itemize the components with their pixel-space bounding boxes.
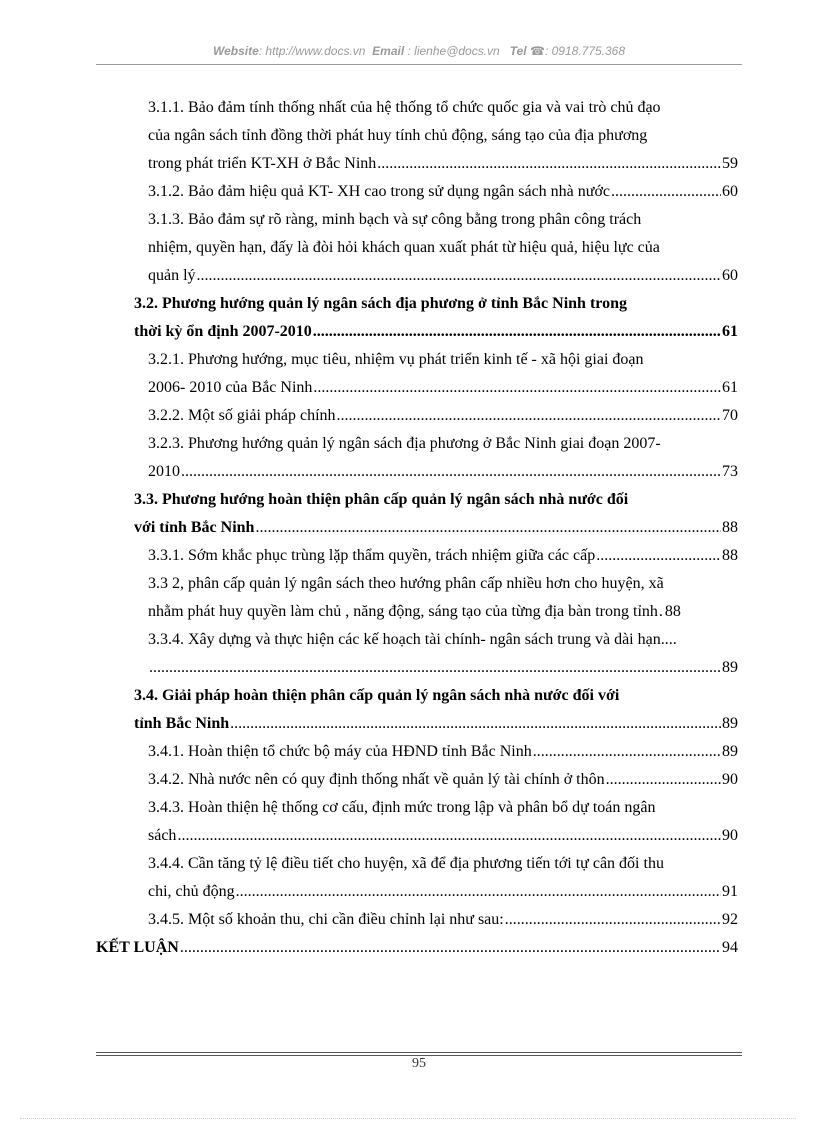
toc-page-number: 94: [722, 939, 738, 956]
tel-value: : 0918.775.368: [544, 44, 626, 58]
toc-entry-text: 3.4.2. Nhà nước nên có quy định thống nhất về quản lý tài chính ở thôn: [148, 771, 605, 788]
footer-divider-top: [96, 1052, 742, 1053]
toc-page-number: 88: [722, 519, 738, 536]
dot-leader: [177, 822, 721, 850]
toc-page-number: 92: [722, 911, 738, 928]
dot-leader: [377, 150, 721, 178]
dot-leader: [230, 710, 721, 738]
dot-leader: [611, 178, 721, 206]
toc-entry-text: quản lý: [148, 267, 196, 284]
dot-leader: [659, 598, 664, 626]
email-value[interactable]: : lienhe@docs.vn: [407, 44, 500, 58]
toc-entry-text: 3.3.1. Sớm khắc phục trùng lặp thẩm quyền, trách nhiệm giữa các cấp: [148, 547, 596, 564]
dot-leader: [313, 374, 721, 402]
website-value[interactable]: : http://www.docs.vn: [258, 44, 366, 58]
toc-page-number: 60: [722, 267, 738, 284]
toc-page-number: 70: [722, 407, 738, 424]
toc-entry-3-3-1[interactable]: [148, 542, 738, 570]
toc-section-3-4[interactable]: [134, 710, 738, 738]
dot-leader: [181, 458, 721, 486]
toc-page-number: 88: [664, 603, 681, 620]
dot-leader: [149, 654, 721, 682]
toc-entry-text: 3.1.2. Bảo đảm hiệu quả KT- XH cao trong sử dụng ngân sách nhà nước: [148, 183, 611, 200]
dot-leader: [596, 542, 721, 570]
page-edge: [20, 1118, 796, 1119]
toc-page-number: 61: [722, 323, 738, 340]
page-number: 95: [412, 1056, 426, 1071]
toc-entry-3-3-2[interactable]: [148, 598, 738, 626]
toc-entry-3-4-3-line1: 3.4.3. Hoàn thiện hệ thống cơ cấu, định mức trong lập và phân bổ dự toán ngân: [148, 799, 656, 816]
toc-page-number: 89: [722, 743, 738, 760]
toc-page-number: 59: [722, 155, 738, 172]
toc-entry-3-1-2[interactable]: [148, 178, 738, 206]
toc-entry-text: tỉnh Bắc Ninh: [134, 715, 230, 732]
dot-leader: [533, 738, 721, 766]
toc-entry-3-4-4[interactable]: [148, 878, 738, 906]
dot-leader: [606, 766, 721, 794]
toc-page-number: 91: [722, 883, 738, 900]
dot-leader: [180, 934, 721, 962]
toc-entry-text: 2010: [148, 463, 180, 480]
toc-section-3-4-line1: 3.4. Giải pháp hoàn thiện phân cấp quản lý ngân sách nhà nước đối với: [134, 687, 620, 704]
toc-entry-conclusion[interactable]: [96, 934, 738, 962]
toc-entry-text: sách: [148, 827, 177, 844]
toc-page-number: 89: [722, 659, 738, 676]
toc-entry-3-4-5[interactable]: [148, 906, 738, 934]
dot-leader: [236, 878, 721, 906]
toc-entry-3-2-1-line1: 3.2.1. Phương hướng, mục tiêu, nhiệm vụ phát triển kinh tế - xã hội giai đoạn: [148, 351, 644, 368]
toc-entry-3-3-4[interactable]: [148, 654, 738, 682]
toc-page-number: 61: [722, 379, 738, 396]
toc-entry-3-4-2[interactable]: [148, 766, 738, 794]
toc-entry-3-1-3[interactable]: [148, 262, 738, 290]
toc-entry-text: 2006- 2010 của Bắc Ninh: [148, 379, 313, 396]
toc-entry-text: trong phát triển KT-XH ở Bắc Ninh: [148, 155, 377, 172]
toc-entry-3-4-4-line1: 3.4.4. Cần tăng tỷ lệ điều tiết cho huyện, xã để địa phương tiến tới tự cân đối thu: [148, 855, 664, 872]
toc-page-number: 88: [722, 547, 738, 564]
website-label: Website: [212, 44, 259, 58]
toc-section-3-2[interactable]: [134, 318, 738, 346]
dot-leader: [255, 514, 721, 542]
toc-entry-text: 3.4.5. Một số khoản thu, chi cần điều chỉnh lại như sau:: [148, 911, 504, 928]
toc-entry-text: thời kỳ ổn định 2007-2010: [134, 323, 312, 340]
toc-section-3-3-line1: 3.3. Phương hướng hoàn thiện phân cấp quản lý ngân sách nhà nước đối: [134, 491, 629, 508]
phone-icon: ☎: [530, 44, 545, 58]
toc-entry-3-2-3[interactable]: [148, 458, 738, 486]
toc-entry-3-3-4-line1: 3.3.4. Xây dựng và thực hiện các kế hoạch tài chính- ngân sách trung và dài hạn....: [148, 631, 677, 648]
toc-section-3-2-line1: 3.2. Phương hướng quản lý ngân sách địa phương ở tỉnh Bắc Ninh trong: [134, 295, 627, 312]
toc-entry-text: nhằm phát huy quyền làm chủ , năng động, sáng tạo của từng địa bàn trong tỉnh: [148, 603, 658, 620]
toc-entry-text: với tỉnh Bắc Ninh: [134, 519, 255, 536]
dot-leader: [505, 906, 721, 934]
toc-entry-3-1-3-line1: 3.1.3. Bảo đảm sự rõ ràng, minh bạch và sự công bằng trong phân công trách: [148, 211, 642, 228]
dot-leader: [197, 262, 721, 290]
tel-label: Tel: [509, 44, 527, 58]
toc-page-number: 90: [722, 827, 738, 844]
toc-entry-text: 3.4.1. Hoàn thiện tổ chức bộ máy của HĐND tỉnh Bắc Ninh: [148, 743, 532, 760]
document-header: [96, 44, 742, 58]
toc-entry-text: chi, chủ động: [148, 883, 235, 900]
dot-leader: [313, 318, 721, 346]
toc-entry-3-1-1-line1: 3.1.1. Bảo đảm tính thống nhất của hệ thống tổ chức quốc gia và vai trò chủ đạo: [148, 99, 661, 116]
toc-entry-3-3-2-line1: 3.3 2, phân cấp quản lý ngân sách theo hướng phân cấp nhiều hơn cho huyện, xã: [148, 575, 664, 592]
toc-entry-3-4-3[interactable]: [148, 822, 738, 850]
toc-entry-text: 3.2.2. Một số giải pháp chính: [148, 407, 336, 424]
toc-section-3-3[interactable]: [134, 514, 738, 542]
toc-entry-3-2-3-line1: 3.2.3. Phương hướng quản lý ngân sách địa phương ở Bắc Ninh giai đoạn 2007-: [148, 435, 661, 452]
toc-entry-3-2-2[interactable]: [148, 402, 738, 430]
toc-entry-3-2-1[interactable]: [148, 374, 738, 402]
toc-page-number: 73: [722, 463, 738, 480]
header-divider: [96, 64, 742, 65]
toc-page-number: 60: [722, 183, 738, 200]
toc-entry-3-1-1-line2: của ngân sách tỉnh đồng thời phát huy tính chủ động, sáng tạo của địa phương: [148, 127, 648, 144]
toc-page-number: 89: [722, 715, 738, 732]
toc-entry-3-1-3-line2: nhiệm, quyền hạn, đấy là đòi hỏi khách quan xuất phát từ hiệu quả, hiệu lực của: [148, 239, 660, 256]
toc-entry-3-1-1[interactable]: [148, 150, 738, 178]
toc-entry-3-4-1[interactable]: [148, 738, 738, 766]
toc-page-number: 90: [722, 771, 738, 788]
toc-entry-text: KẾT LUẬN: [96, 939, 179, 956]
dot-leader: [337, 402, 721, 430]
email-label: Email: [372, 44, 405, 58]
